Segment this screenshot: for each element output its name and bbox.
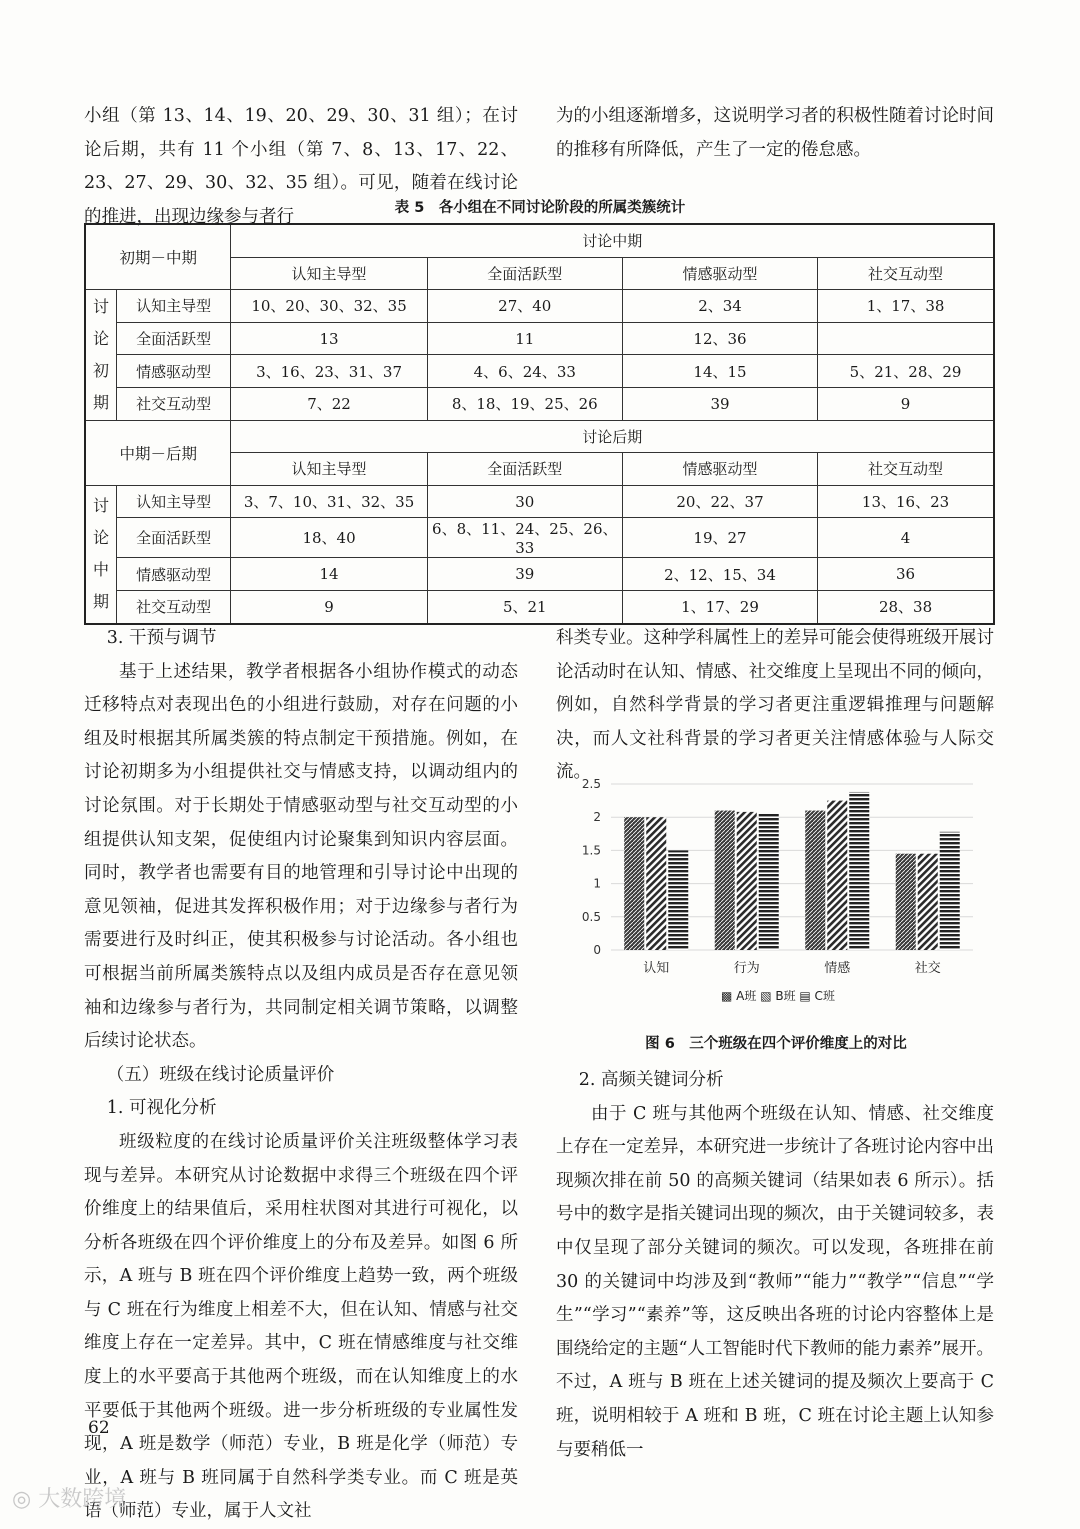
bar-B班 [827, 801, 847, 950]
col-header: 情感驱动型 [622, 453, 817, 486]
side-label-text: 讨论初期 [92, 296, 109, 412]
bar-A班 [896, 854, 916, 950]
table-cell: 3、16、23、31、37 [231, 355, 427, 388]
table-header: 讨论后期 [231, 420, 994, 453]
side-label-text: 讨论中期 [92, 496, 109, 612]
table-cell: 4、6、24、33 [427, 355, 622, 388]
col-header: 社交互动型 [818, 453, 994, 486]
col-header: 全面活跃型 [427, 453, 622, 486]
row-header: 情感驱动型 [116, 355, 231, 388]
col-header: 认知主导型 [231, 257, 427, 290]
bar-B班 [918, 854, 938, 950]
table-cell: 2、34 [622, 290, 817, 323]
y-tick-label: 0.5 [581, 909, 601, 924]
bar-C班 [849, 792, 869, 950]
section-heading: 3. 干预与调节 [106, 628, 217, 648]
section-heading: 1. 可视化分析 [106, 1098, 217, 1119]
left-body [84, 622, 518, 1529]
table-header: 讨论中期 [231, 224, 994, 257]
right-body-top [556, 622, 994, 790]
table-cell: 8、18、19、25、26 [427, 387, 622, 420]
bar-B班 [646, 817, 666, 950]
table-cell: 11 [427, 322, 622, 355]
table-cell: 5、21 [427, 590, 622, 623]
table-cell: 6、8、11、24、25、26、33 [427, 518, 622, 558]
paragraph: 小组（第 13、14、19、20、29、30、31 组）；在讨论后期，共有 11 个小组（第 7、8、13、17、22、23、27、29、30、32、35 组）。可见，随着在线讨论的推进，出现边缘参与者行 [84, 106, 518, 227]
x-tick-label: 情感 [824, 961, 851, 976]
row-header: 社交互动型 [116, 590, 231, 623]
table-corner: 初期－中期 [85, 224, 231, 290]
side-label [85, 290, 116, 420]
col-header: 全面活跃型 [427, 257, 622, 290]
table-cell: 39 [427, 558, 622, 591]
bar-B班 [737, 812, 757, 950]
table-cell: 27、40 [427, 290, 622, 323]
legend: ▩ A班 ▧ B班 ▤ C班 [721, 989, 835, 1003]
section-heading: （五）班级在线讨论质量评价 [106, 1064, 335, 1085]
row-header: 全面活跃型 [116, 322, 231, 355]
bar-A班 [805, 811, 825, 950]
col-header: 情感驱动型 [622, 257, 817, 290]
table-cell: 10、20、30、32、35 [231, 290, 427, 323]
table-cell: 19、27 [622, 518, 817, 558]
bar-A班 [715, 811, 735, 950]
table-corner: 中期－后期 [85, 420, 231, 485]
row-header: 认知主导型 [116, 485, 231, 518]
table-cell: 2、12、15、34 [622, 558, 817, 591]
paragraph: 科类专业。这种学科属性上的差异可能会使得班级开展讨论活动时在认知、情感、社交维度上呈现出不同的倾向，例如，自然科学背景的学习者更注重逻辑推理与问题解决，而人文社科背景的学习者更关注情感体验与人际交流。 [556, 628, 994, 783]
y-tick-label: 1.5 [581, 843, 601, 858]
x-tick-label: 认知 [643, 961, 670, 976]
y-tick-label: 2 [593, 810, 601, 825]
watermark-text: 大数跨境 [38, 1487, 127, 1512]
section-heading: 2. 高频关键词分析 [578, 1070, 724, 1090]
table-cell: 1、17、38 [818, 290, 994, 323]
x-tick-label: 社交 [914, 961, 941, 976]
table-cell: 14 [231, 558, 427, 591]
table-cell: 14、15 [622, 355, 817, 388]
table-caption: 表 5 各小组在不同讨论阶段的所属类簇统计 [394, 200, 686, 216]
row-header: 情感驱动型 [116, 558, 231, 591]
table-cell: 30 [427, 485, 622, 518]
x-tick-label: 行为 [733, 961, 760, 976]
y-tick-label: 1 [593, 876, 601, 891]
table-cell: 9 [818, 387, 994, 420]
table-5 [84, 223, 995, 625]
figure-caption: 图 6 三个班级在四个评价维度上的对比 [645, 1036, 907, 1052]
y-tick-label: 2.5 [581, 777, 601, 791]
table-cell: 12、36 [622, 322, 817, 355]
right-top-text [556, 100, 994, 167]
table-cell: 7、22 [231, 387, 427, 420]
table-cell: 20、22、37 [622, 485, 817, 518]
paragraph: 由于 C 班与其他两个班级在认知、情感、社交维度上存在一定差异，本研究进一步统计了各班讨论内容中出现频次排在前 50 的高频关键词（结果如表 6 所示）。括号中的数字是指关键词出现的频次，由于关键词较多，表中仅呈现了部分关键词的频次。可以发现，各班排在前 30 的关键词中均涉及到“教师”“能力”“教学”“信息”“学生”“学习”“素养”等，这反映出各班的讨论内容整体上是围绕给定的主题“人工智能时代下教师的能力素养”展开。不过，A 班与 B 班在上述关键词的提及频次上要高于 C 班，说明相较于 A 班和 B 班，C 班在讨论主题上认知参与要稍低一 [556, 1103, 994, 1460]
table-cell [818, 322, 994, 355]
bar-A班 [624, 817, 644, 950]
y-tick-label: 0 [593, 943, 601, 957]
table-cell: 18、40 [231, 518, 427, 558]
row-header: 社交互动型 [116, 387, 231, 420]
table-cell: 1、17、29 [622, 590, 817, 623]
table-cell: 5、21、28、29 [818, 355, 994, 388]
table-cell: 13 [231, 322, 427, 355]
bar-C班 [668, 850, 688, 950]
table-cell: 4 [818, 518, 994, 558]
paragraph: 基于上述结果，教学者根据各小组协作模式的动态迁移特点对表现出色的小组进行鼓励，对存在问题的小组及时根据其所属类簇的特点制定干预措施。例如，在讨论初期多为小组提供社交与情感支持，以调动组内的讨论氛围。对于长期处于情感驱动型与社交互动型的小组提供认知支架，促使组内讨论聚集到知识内容层面。同时，教学者也需要有目的地管理和引导讨论中出现的意见领袖，促进其发挥积极作用；对于边缘参与者行为需要进行及时纠正，使其积极参与讨论活动。各小组也可根据当前所属类簇特点以及组内成员是否存在意见领袖和边缘参与者行为，共同制定相关调节策略，以调整后续讨论状态。 [84, 661, 518, 1052]
table-cell: 36 [818, 558, 994, 591]
bar-C班 [759, 814, 779, 950]
col-header: 社交互动型 [818, 257, 994, 290]
paragraph: 班级粒度的在线讨论质量评价关注班级整体学习表现与差异。本研究从讨论数据中求得三个班级在四个评价维度上的结果值后，采用柱状图对其进行可视化，以分析各班级在四个评价维度上的分布及差异。如图 6 所示，A 班与 B 班在四个评价维度上趋势一致，两个班级与 C 班在行为维度上相差不大，但在认知、情感与社交维度上存在一定差异。其中，C 班在情感维度与社交维度上的水平要高于其他两个班级，而在认知维度上的水平要低于其他两个班级。进一步分析班级的专业属性发现，A 班是数学（师范）专业，B 班是化学（师范）专业，A 班与 B 班同属于自然科学类专业。而 C 班是英语（师范）专业，属于人文社 [84, 1131, 518, 1522]
table-cell: 39 [622, 387, 817, 420]
col-header: 认知主导型 [231, 453, 427, 486]
watermark [12, 1482, 126, 1513]
bar-chart [573, 770, 983, 1010]
row-header: 认知主导型 [116, 290, 231, 323]
table-cell: 3、7、10、31、32、35 [231, 485, 427, 518]
table-cell: 13、16、23 [818, 485, 994, 518]
paragraph: 为的小组逐渐增多，这说明学习者的积极性随着讨论时间的推移有所降低，产生了一定的倦怠感。 [556, 106, 994, 160]
row-header: 全面活跃型 [116, 518, 231, 558]
table-cell: 9 [231, 590, 427, 623]
right-body-bottom [556, 1064, 994, 1467]
page-number: 62 [88, 1418, 110, 1438]
side-label [85, 485, 116, 623]
table-cell: 28、38 [818, 590, 994, 623]
bar-C班 [940, 832, 960, 950]
weibo-icon: ◎ [12, 1487, 39, 1512]
